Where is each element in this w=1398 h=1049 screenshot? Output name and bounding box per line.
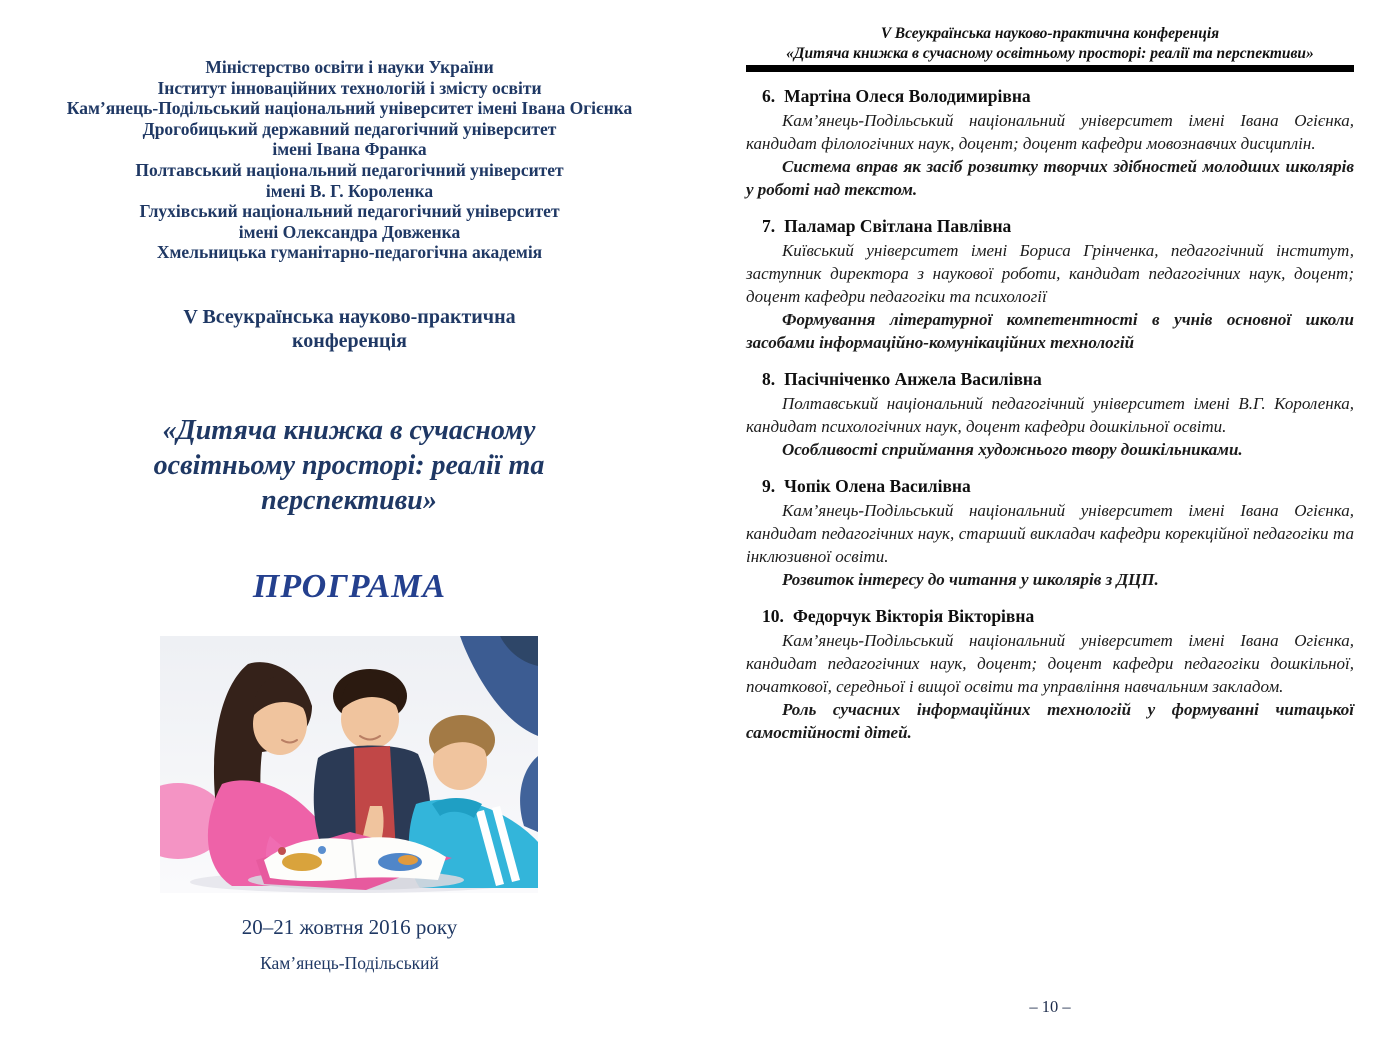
book-illustration-dot-2 [318, 846, 326, 854]
entry-affiliation: Кам’янець-Подільський національний університет імені Івана Огієнка, кандидат філологічних наук, доцент; доцент кафедри мовознавчих дисциплін. [746, 111, 1354, 153]
running-header-line1: V Всеукраїнська науково-практична конференція [880, 25, 1220, 42]
institutions-block [0, 57, 699, 263]
conference-title-line: «Дитяча книжка в сучасному [162, 415, 536, 446]
institution-line: імені В. Г. Короленка [265, 180, 434, 201]
running-header-line2: «Дитяча книжка в сучасному освітньому просторі: реалії та перспективи» [786, 45, 1314, 62]
program-entry [746, 475, 1354, 591]
entry-affiliation: Полтавський національний педагогічний університет імені В.Г. Короленка, кандидат психологічних наук, доцент кафедри дошкільної освіти. [746, 394, 1354, 436]
conference-title-line: освітньому просторі: реалії та [153, 450, 545, 481]
entry-name: Федорчук Вікторія Вікторівна [792, 606, 1035, 626]
book-illustration-dot-1 [278, 847, 286, 855]
entry-topic: Особливості сприймання художнього твору дошкільниками. [782, 440, 1243, 459]
institution-line: імені Івана Франка [272, 139, 427, 160]
book-illustration-right-2 [398, 855, 418, 865]
entry-name: Паламар Світлана Павлівна [784, 216, 1012, 236]
institution-line: Міністерство освіти і науки України [205, 57, 494, 77]
entry-affiliation: Кам’янець-Подільський національний університет імені Івана Огієнка, кандидат педагогічних наук, доцент; доцент кафедри педагогіки дошкільної, початкової, середньої і вищої освіти та управління навчальним закладом. [746, 631, 1354, 696]
program-entry [746, 368, 1354, 461]
entry-number: 6. [762, 86, 776, 106]
entry-name: Мартіна Олеся Володимирівна [784, 86, 1031, 106]
entry-topic: Роль сучасних інформаційних технологій у формуванні читацької самостійності дітей. [746, 700, 1354, 742]
entry-affiliation: Київський університет імені Бориса Грінченка, педагогічний інститут, заступник директора з наукової роботи, кандидат педагогічних наук, доцент; доцент кафедри педагогіки та психології [746, 241, 1354, 306]
entry-heading [746, 605, 1354, 628]
page-number: – 10 – [1029, 997, 1071, 1016]
conference-heading-line: конференція [292, 330, 407, 352]
program-entry [746, 85, 1354, 201]
entry-number: 10. [762, 606, 784, 626]
book-illustration-left [282, 853, 322, 871]
entry-affiliation: Кам’янець-Подільський національний університет імені Івана Огієнка, кандидат педагогічних наук, старший викладач кафедри корекційної педагогіки та інклюзивної освіти. [746, 501, 1354, 566]
running-header [746, 24, 1354, 64]
institution-line: Інститут інноваційних технологій і змісту освіти [157, 77, 542, 98]
program-entry [746, 215, 1354, 354]
entry-number: 8. [762, 369, 776, 389]
program-entries [746, 85, 1354, 758]
entry-topic: Формування літературної компетентності в учнів основної школи засобами інформаційно-комунікаційних технологій [746, 310, 1354, 352]
program-label: ПРОГРАМА [252, 568, 447, 605]
institution-line: Дрогобицький державний педагогічний університет [142, 118, 557, 139]
entry-topic: Розвиток інтересу до читання у школярів з ДЦП. [782, 570, 1159, 589]
conference-title-line: перспективи» [261, 485, 437, 516]
event-location: Кам’янець-Подільський [260, 953, 439, 973]
event-date: 20–21 жовтня 2016 року [241, 915, 458, 939]
conference-heading [0, 305, 699, 353]
children-reading-photo [160, 636, 538, 893]
entry-heading [746, 215, 1354, 238]
institution-line: імені Олександра Довженка [238, 221, 461, 242]
institution-line: Кам’янець-Подільський національний університет імені Івана Огієнка [66, 98, 633, 119]
program-entry [746, 605, 1354, 744]
institution-line: Хмельницька гуманітарно-педагогічна академія [156, 242, 543, 263]
right-page [699, 0, 1398, 1049]
entry-heading [746, 368, 1354, 391]
entry-topic: Система вправ як засіб розвитку творчих здібностей молодших школярів у роботі над текстом. [746, 157, 1354, 199]
entry-heading [746, 475, 1354, 498]
entry-heading [746, 85, 1354, 108]
children-reading-illustration [160, 636, 538, 893]
conference-title [99, 413, 599, 518]
entry-number: 7. [762, 216, 776, 236]
header-rule [746, 65, 1354, 72]
entry-name: Чопік Олена Василівна [784, 476, 971, 496]
conference-heading-line: V Всеукраїнська науково-практична [183, 306, 516, 328]
entry-number: 9. [762, 476, 776, 496]
institution-line: Полтавський національний педагогічний університет [135, 159, 564, 180]
entry-name: Пасічніченко Анжела Василівна [784, 369, 1042, 389]
institution-line: Глухівський національний педагогічний університет [139, 201, 560, 222]
